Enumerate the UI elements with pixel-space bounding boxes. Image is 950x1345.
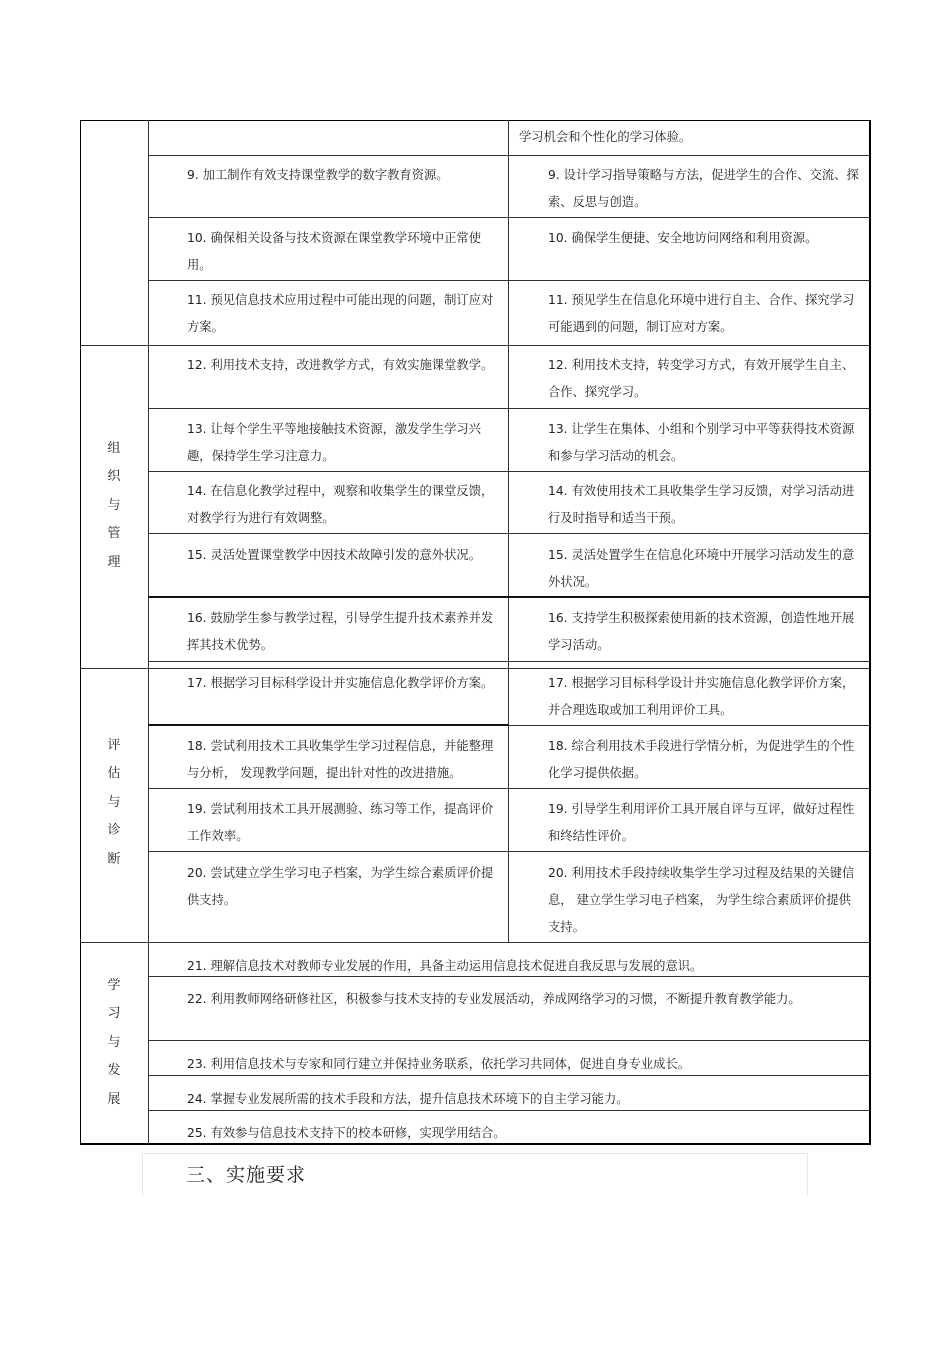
table-cell-left: 12. 利用技术支持，改进教学方式，有效实施课堂教学。 [187, 358, 494, 372]
table-cell-left: 19. 尝试利用技术工具开展测验、练习等工作，提高评价工作效率。 [187, 802, 494, 843]
category-char: 织 [107, 469, 121, 485]
category-char: 发 [107, 1063, 121, 1079]
table-cell-full: 24. 掌握专业发展所需的技术手段和方法，提升信息技术环境下的自主学习能力。 [187, 1092, 629, 1106]
table-rule-horizontal [80, 942, 870, 943]
table-cell-full: 23. 利用信息技术与专家和同行建立并保持业务联系，依托学习共同体，促进自身专业成长。 [187, 1057, 691, 1071]
table-cell-left: 14. 在信息化教学过程中，观察和收集学生的课堂反馈，对教学行为进行有效调整。 [187, 484, 494, 525]
category-char: 与 [107, 794, 121, 810]
table-rule-horizontal [148, 788, 870, 789]
table-cell-full: 25. 有效参与信息技术支持下的校本研修，实现学用结合。 [187, 1126, 506, 1140]
category-char: 与 [107, 1034, 121, 1050]
table-rule-horizontal [148, 661, 870, 662]
category-evaluation-diagnosis [80, 668, 148, 938]
table-cell-left: 9. 加工制作有效支持课堂教学的数字教育资源。 [187, 168, 449, 182]
category-char: 诊 [107, 823, 121, 839]
table-cell-right: 11. 预见学生在信息化环境中进行自主、合作、探究学习可能遇到的问题，制订应对方案。 [548, 293, 855, 334]
table-cell-right: 17. 根据学习目标科学设计并实施信息化教学评价方案，并合理选取或加工利用评价工具。 [548, 676, 855, 717]
category-char: 评 [107, 737, 121, 753]
table-cell-left: 18. 尝试利用技术工具收集学生学习过程信息，并能整理与分析， 发现教学问题，提出针对性的改进措施。 [187, 739, 494, 780]
table-cell-right: 16. 支持学生积极探索使用新的技术资源，创造性地开展学习活动。 [548, 611, 855, 652]
table-cell-right: 10. 确保学生便捷、安全地访问网络和利用资源。 [548, 231, 818, 245]
category-char: 估 [107, 766, 121, 782]
category-char: 管 [107, 526, 121, 542]
table-rule-horizontal [148, 155, 870, 156]
table-rule-horizontal [148, 724, 509, 726]
table-cell-left: 20. 尝试建立学生学习电子档案，为学生综合素质评价提供支持。 [187, 866, 494, 907]
category-char: 学 [107, 977, 121, 993]
section-heading: 三、实施要求 [186, 1164, 307, 1186]
table-cell-right: 9. 设计学习指导策略与方法，促进学生的合作、交流、探索、反思与创造。 [548, 168, 859, 209]
table-cell-right: 13. 让学生在集体、小组和个别学习中平等获得技术资源和参与学习活动的机会。 [548, 422, 855, 463]
table-rule-horizontal [148, 408, 870, 409]
table-cell-left: 17. 根据学习目标科学设计并实施信息化教学评价方案。 [187, 676, 494, 690]
category-char: 组 [107, 440, 121, 456]
category-char: 断 [107, 851, 121, 867]
table-rule-horizontal [148, 976, 870, 977]
table-cell-left: 11. 预见信息技术应用过程中可能出现的问题，制订应对方案。 [187, 293, 494, 334]
category-char: 理 [107, 554, 121, 570]
table-cell-left: 16. 鼓励学生参与教学过程，引导学生提升技术素养并发挥其技术优势。 [187, 611, 494, 652]
category-organization-management [80, 346, 148, 666]
table-rule-horizontal [148, 1110, 870, 1111]
table-cell-full: 21. 理解信息技术对教师专业发展的作用，具备主动运用信息技术促进自我反思与发展的意识。 [187, 959, 703, 973]
table-cell-right: 19. 引导学生利用评价工具开展自评与互评，做好过程性和终结性评价。 [548, 802, 855, 843]
table-rule-horizontal [148, 280, 870, 281]
category-learning-development [80, 942, 148, 1144]
table-rule-horizontal [80, 668, 870, 669]
table-cell-full: 22. 利用教师网络研修社区，积极参与技术支持的专业发展活动，养成网络学习的习惯，不断提升教育教学能力。 [187, 992, 801, 1006]
table-cell-left: 13. 让每个学生平等地接触技术资源，激发学生学习兴趣，保持学生学习注意力。 [187, 422, 481, 463]
table-cell-right: 15. 灵活处置学生在信息化环境中开展学习活动发生的意外状况。 [548, 548, 855, 589]
table-cell-right: 12. 利用技术支持，转变学习方式，有效开展学生自主、合作、探究学习。 [548, 358, 855, 399]
table-rule-horizontal [148, 1075, 870, 1076]
table-rule-vertical [508, 120, 509, 942]
table-cell-right: 14. 有效使用技术工具收集学生学习反馈，对学习活动进行及时指导和适当干预。 [548, 484, 855, 525]
table-rule-horizontal [148, 533, 870, 534]
table-rule-horizontal [148, 1040, 870, 1041]
table-rule-horizontal [148, 471, 870, 472]
category-char: 展 [107, 1091, 121, 1107]
table-cell-right: 20. 利用技术手段持续收集学生学习过程及结果的关键信息， 建立学生学习电子档案， 为学生综合素质评价提供支持。 [548, 866, 855, 934]
category-char: 与 [107, 497, 121, 513]
table-rule-horizontal [148, 851, 870, 852]
standards-table [80, 120, 870, 1144]
table-rule-horizontal [148, 596, 870, 598]
table-cell-right: 学习机会和个性化的学习体验。 [519, 130, 692, 144]
table-rule-horizontal [148, 217, 870, 218]
table-cell-left: 10. 确保相关设备与技术资源在课堂教学环境中正常使用。 [187, 231, 481, 272]
category-char: 习 [107, 1006, 121, 1022]
table-cell-right: 18. 综合利用技术手段进行学情分析，为促进学生的个性化学习提供依据。 [548, 739, 855, 780]
table-rule-vertical [148, 120, 149, 1144]
table-cell-left: 15. 灵活处置课堂教学中因技术故障引发的意外状况。 [187, 548, 481, 562]
table-rule-horizontal [80, 345, 870, 346]
